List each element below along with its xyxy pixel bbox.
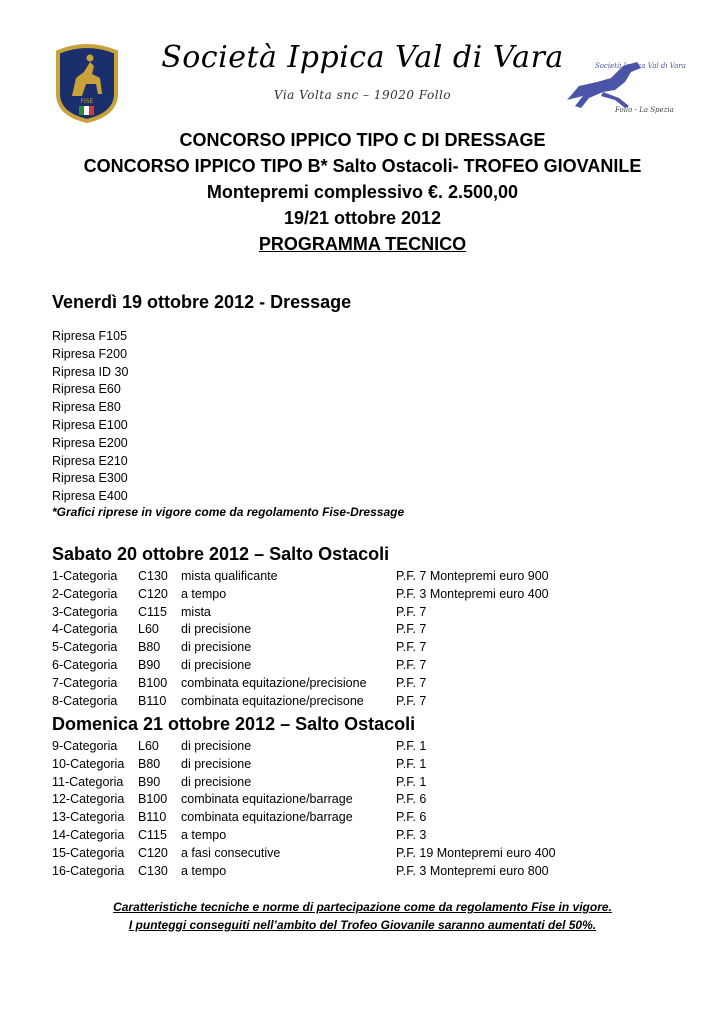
type-cell: combinata equitazione/precisone <box>181 693 364 708</box>
list-item: Ripresa E60 <box>52 382 121 397</box>
category-cell: 8-Categoria <box>52 693 118 708</box>
prize-cell: P.F. 6 <box>396 792 427 807</box>
class-cell: L60 <box>138 739 159 753</box>
list-item: Ripresa E400 <box>52 489 128 504</box>
class-cell: B100 <box>138 792 168 807</box>
category-cell: 3-Categoria <box>52 604 118 619</box>
club-logo-text: Società Ippica Val di Vara <box>595 62 686 70</box>
category-cell: 14-Categoria <box>52 827 125 842</box>
class-cell: C120 <box>138 586 168 601</box>
class-cell: B110 <box>138 810 167 825</box>
category-cell: 13-Categoria <box>52 810 125 825</box>
friday-note: *Grafici riprese in vigore come da regolamento Fise-Dressage <box>52 505 405 519</box>
type-cell: mista qualificante <box>181 569 278 583</box>
category-cell: 1-Categoria <box>52 569 118 583</box>
saturday-heading: Sabato 20 ottobre 2012 – Salto Ostacoli <box>52 544 390 564</box>
category-cell: 2-Categoria <box>52 586 118 601</box>
class-cell: C130 <box>138 863 168 878</box>
list-item: Ripresa E300 <box>52 471 128 486</box>
title-block <box>0 127 725 257</box>
category-cell: 4-Categoria <box>52 622 118 637</box>
prize-cell: P.F. 3 Montepremi euro 400 <box>396 586 549 601</box>
category-cell: 15-Categoria <box>52 845 125 860</box>
list-item: Ripresa ID 30 <box>52 364 129 379</box>
class-cell: C120 <box>138 845 168 860</box>
title-line-3: Montepremi complessivo €. 2.500,00 <box>206 182 519 202</box>
prize-cell: P.F. 7 <box>396 693 427 708</box>
type-cell: a fasi consecutive <box>181 845 281 860</box>
sunday-heading: Domenica 21 ottobre 2012 – Salto Ostacoli <box>52 714 416 734</box>
type-cell: a tempo <box>181 827 227 842</box>
class-cell: C130 <box>138 569 168 583</box>
type-cell: combinata equitazione/precisione <box>181 675 367 690</box>
prize-cell: P.F. 7 <box>396 657 427 672</box>
prize-cell: P.F. 7 <box>396 675 427 690</box>
type-cell: di precisione <box>181 622 252 637</box>
prize-cell: P.F. 7 <box>396 622 427 637</box>
category-cell: 7-Categoria <box>52 675 118 690</box>
category-cell: 9-Categoria <box>52 739 118 753</box>
club-logo-subtext: Follo - La Spezia <box>615 106 674 114</box>
category-cell: 12-Categoria <box>52 792 125 807</box>
fise-logo-text: FISE <box>80 98 94 105</box>
title-line-5: PROGRAMMA TECNICO <box>258 234 467 254</box>
type-cell: di precisione <box>181 657 252 672</box>
friday-heading: Venerdì 19 ottobre 2012 - Dressage <box>52 292 352 312</box>
friday-list <box>52 328 128 506</box>
title-line-4: 19/21 ottobre 2012 <box>283 208 442 228</box>
list-item: Ripresa F105 <box>52 329 128 343</box>
footer-line-2: I punteggi conseguiti nell’ambito del Trofeo Giovanile saranno aumentati del 50%. <box>128 918 597 932</box>
list-item: Ripresa E200 <box>52 435 128 450</box>
type-cell: mista <box>181 604 211 619</box>
type-cell: di precisione <box>181 756 252 771</box>
class-cell: B80 <box>138 756 161 771</box>
type-cell: di precisione <box>181 640 252 655</box>
prize-cell: P.F. 1 <box>396 756 427 771</box>
category-cell: 10-Categoria <box>52 756 125 771</box>
type-cell: combinata equitazione/barrage <box>181 792 353 807</box>
footer-line-1: Caratteristiche tecniche e norme di partecipazione come da regolamento Fise in vigore. <box>113 900 612 914</box>
type-cell: di precisione <box>181 739 252 753</box>
category-cell: 16-Categoria <box>52 863 125 878</box>
title-line-2: CONCORSO IPPICO TIPO B* Salto Ostacoli- TROFEO GIOVANILE <box>83 156 642 176</box>
type-cell: di precisione <box>181 774 252 789</box>
list-item: Ripresa E210 <box>52 453 128 468</box>
list-item: Ripresa E80 <box>52 400 121 415</box>
category-cell: 6-Categoria <box>52 657 118 672</box>
club-logo <box>545 56 686 116</box>
class-cell: B80 <box>138 640 161 655</box>
prize-cell: P.F. 19 Montepremi euro 400 <box>396 845 556 860</box>
class-cell: B90 <box>138 774 161 789</box>
title-line-1: CONCORSO IPPICO TIPO C DI DRESSAGE <box>179 130 546 150</box>
footer-notes <box>0 898 725 934</box>
class-cell: B100 <box>138 675 168 690</box>
category-cell: 11-Categoria <box>52 774 124 789</box>
prize-cell: P.F. 3 Montepremi euro 800 <box>396 863 549 878</box>
prize-cell: P.F. 3 <box>396 827 427 842</box>
class-cell: B110 <box>138 693 167 708</box>
list-item: Ripresa E100 <box>52 417 128 432</box>
class-cell: B90 <box>138 657 161 672</box>
club-address: Via Volta snc – 19020 Follo <box>273 88 452 102</box>
prize-cell: P.F. 1 <box>396 774 427 789</box>
prize-cell: P.F. 7 Montepremi euro 900 <box>396 569 549 583</box>
class-cell: L60 <box>138 622 159 637</box>
type-cell: combinata equitazione/barrage <box>181 810 353 825</box>
prize-cell: P.F. 1 <box>396 739 427 753</box>
prize-cell: P.F. 6 <box>396 810 427 825</box>
prize-cell: P.F. 7 <box>396 604 427 619</box>
list-item: Ripresa F200 <box>52 346 128 361</box>
class-cell: C115 <box>138 604 167 619</box>
type-cell: a tempo <box>181 863 227 878</box>
class-cell: C115 <box>138 827 167 842</box>
type-cell: a tempo <box>181 586 227 601</box>
club-name: Società Ippica Val di Vara <box>161 40 564 75</box>
prize-cell: P.F. 7 <box>396 640 427 655</box>
category-cell: 5-Categoria <box>52 640 118 655</box>
